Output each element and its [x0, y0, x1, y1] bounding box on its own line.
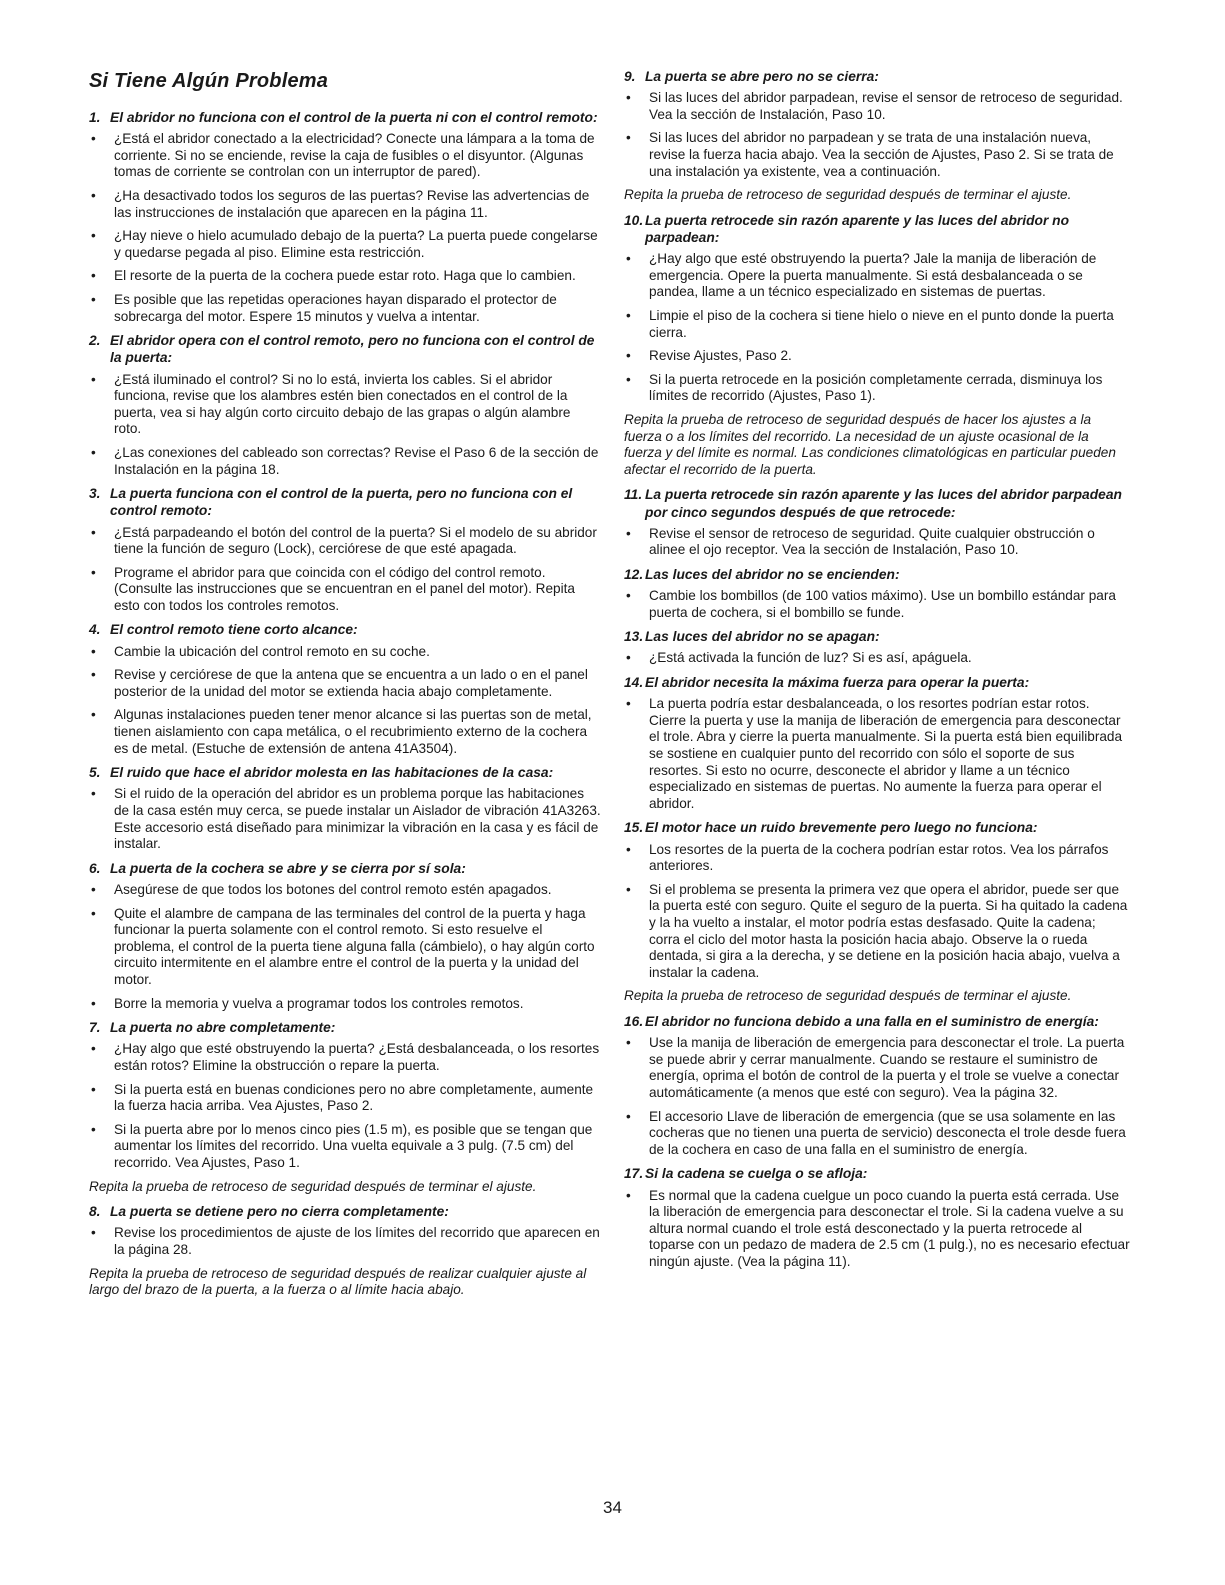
- list-item: [89, 882, 601, 899]
- section-note: Repita la prueba de retroceso de seguridad después de terminar el ajuste.: [624, 988, 1072, 1004]
- list-item: [89, 667, 601, 700]
- list-item-text: Es posible que las repetidas operaciones hayan disparado el protector de sobrecarga del motor. Espere 15 minutos y vuelva a intentar.: [114, 291, 557, 324]
- list-item-text: ¿Ha desactivado todos los seguros de las puertas? Revise las advertencias de las instrucciones de instalación que aparecen en la página 11.: [114, 187, 590, 220]
- troubleshooting-section: [624, 566, 1130, 621]
- bullet-icon: •: [91, 268, 96, 284]
- bullet-icon: •: [626, 130, 631, 146]
- section-number: 16.: [624, 1013, 644, 1029]
- bullet-icon: •: [91, 187, 96, 203]
- list-item-text: ¿Está el abridor conectado a la electricidad? Conecte una lámpara a la toma de corriente. Si no se enciende, revise la caja de fusibles o el disyuntor. (Algunas tomas de corriente se controlan con un interruptor de pared).: [114, 131, 595, 180]
- section-number: 4.: [89, 622, 101, 638]
- section-number: 8.: [89, 1204, 101, 1220]
- list-item-text: Quite el alambre de campana de las terminales del control de la puerta y haga funcionar la puerta solamente con el control remoto. Si esto resuelve el problema, el control de la puerta tiene alguna falla (cámbielo), o hay algún corto circuito intermitente en el alambre entre el control de la puerta y la unidad del motor.: [114, 905, 595, 987]
- list-item-text: ¿Hay algo que esté obstruyendo la puerta? Jale la manija de liberación de emergencia. Opere la puerta manualmente. Si está desbalanceada o se pandea, llame a un técnico especializado en sistemas de puertas.: [649, 251, 1097, 300]
- list-item: [89, 268, 601, 285]
- bullet-icon: •: [91, 882, 96, 898]
- list-item-text: La puerta podría estar desbalanceada, o los resortes podrían estar rotos. Cierre la puerta y use la manija de liberación de emergencia para desconectar el trole. Abra y cierre la puerta manualmente. Si la puerta está bien equilibrada se sostiene en cualquier punto del recorrido con sólo el soporte de sus resortes. Si esto no ocurre, desconecte el abridor y llame a un técnico especializado en sistemas de puertas. No aumente la fuerza para operar el abridor.: [649, 696, 1123, 811]
- troubleshooting-section: [624, 1165, 1130, 1270]
- list-item: [89, 1041, 601, 1074]
- bullet-icon: •: [626, 696, 631, 712]
- list-item: [89, 996, 601, 1013]
- section-title: [624, 1013, 1130, 1030]
- section-number: 2.: [89, 333, 101, 349]
- bullet-icon: •: [91, 1121, 96, 1137]
- section-title: [89, 109, 601, 126]
- list-item-text: El accesorio Llave de liberación de emergencia (que se usa solamente en las cocheras que no tienen una puerta de servicio) desconecta el trole desde fuera de la cochera en caso de una falla en el suministro de energía.: [649, 1108, 1126, 1157]
- list-item-text: Si la puerta retrocede en la posición completamente cerrada, disminuya los límites de recorrido (Ajustes, Paso 1).: [649, 371, 1103, 404]
- section-title-text: La puerta se detiene pero no cierra completamente:: [110, 1204, 449, 1220]
- troubleshooting-section: [89, 485, 601, 614]
- right-column: [624, 68, 1130, 1278]
- section-title-text: La puerta retrocede sin razón aparente y las luces del abridor parpadean por cinco segundos después de que retrocede:: [645, 487, 1122, 520]
- section-title: [89, 621, 601, 638]
- section-title: [624, 628, 1130, 645]
- right-sections: [624, 68, 1130, 1271]
- section-number: 6.: [89, 860, 101, 876]
- list-item-text: Revise el sensor de retroceso de seguridad. Quite cualquier obstrucción o alinee el ojo receptor. Vea la sección de Instalación, Paso 10.: [649, 525, 1095, 558]
- troubleshooting-section: [89, 332, 601, 478]
- list-item-text: ¿Hay algo que esté obstruyendo la puerta? ¿Está desbalanceada, o los resortes están rotos? Elimine la obstrucción o repare la puerta.: [114, 1041, 600, 1073]
- section-title-text: La puerta retrocede sin razón aparente y las luces del abridor no parpadean:: [645, 212, 1070, 245]
- list-item-text: Es normal que la cadena cuelgue un poco cuando la puerta está cerrada. Use la liberación de emergencia para desconectar el trole. Si la cadena vuelve a su altura normal cuando el trole está desconectado y la puerta retrocede al toparse con un pedazo de madera de 2.5 cm (1 pulg.), no es necesario efectuar ningún ajuste. (Vea la página 11).: [649, 1187, 1130, 1269]
- list-item-text: Revise y cerciórese de que la antena que se encuentra a un lado o en el panel posterior de la unidad del motor se extienda hacia abajo completamente.: [114, 667, 588, 699]
- troubleshooting-section: [89, 764, 601, 853]
- section-title-text: La puerta se abre pero no se cierra:: [645, 69, 879, 84]
- section-number: 13.: [624, 629, 644, 645]
- bullet-icon: •: [626, 881, 631, 897]
- section-title: [89, 860, 601, 877]
- section-number: 7.: [89, 1020, 101, 1036]
- list-item-text: Si las luces del abridor parpadean, revise el sensor de retroceso de seguridad. Vea la sección de Instalación, Paso 10.: [649, 90, 1123, 122]
- list-item-text: Programe el abridor para que coincida con el código del control remoto. (Consulte las instrucciones que se encuentran en el panel del motor). Repita esto con todos los controles remotos.: [114, 564, 575, 613]
- section-number: 9.: [624, 69, 636, 84]
- list-item: [624, 1109, 1130, 1159]
- bullet-icon: •: [91, 1081, 96, 1097]
- list-item: [624, 251, 1130, 301]
- list-item: [89, 131, 601, 181]
- list-item: [624, 1188, 1130, 1271]
- section-title: [89, 332, 601, 366]
- list-item: [89, 228, 601, 261]
- list-item: [624, 130, 1130, 180]
- section-number: 11.: [624, 487, 643, 503]
- list-item-text: Los resortes de la puerta de la cochera podrían estar rotos. Vea los párrafos anteriores.: [649, 841, 1109, 874]
- section-title: [624, 212, 1130, 246]
- troubleshooting-section: [89, 860, 601, 1012]
- list-item-text: Si el problema se presenta la primera vez que opera el abridor, puede ser que la puerta esté con seguro. Quite el seguro de la puerta. Si ha quitado la cadena y la ha vuelto a instalar, el motor podría estas desfasado. Quite la cadena; corra el ciclo del motor hasta la posición hacia abajo. Observe la o rueda dentada, si gira a la derecha, y se detiene en la posición hacia abajo, vuelva a instalar la cadena.: [649, 881, 1128, 980]
- troubleshooting-section: [624, 674, 1130, 812]
- list-item: [89, 644, 601, 661]
- list-item-text: Si las luces del abridor no parpadean y se trata de una instalación nueva, revise la fuerza hacia abajo. Vea la sección de Ajustes, Paso 2. Si se trata de una instalación ya existente, vea a continuación.: [649, 130, 1114, 179]
- section-title-text: Si la cadena se cuelga o se afloja:: [645, 1166, 868, 1182]
- list-item: [624, 650, 1130, 667]
- list-item-text: Si el ruido de la operación del abridor es un problema porque las habitaciones de la casa estén muy cerca, se puede instalar un Aislador de vibración 41A3263. Este accesorio está diseñado para minimizar la vibración en la casa y es fácil de instalar.: [114, 786, 601, 852]
- list-item-text: Use la manija de liberación de emergencia para desconectar el trole. La puerta se puede abrir y cerrar manualmente. Cuando se restaure el suministro de energía, oprima el botón de control de la puerta y el trole se vuelve a conectar automáticamente (a menos que esté con seguro). Vea la página 32.: [649, 1035, 1125, 1100]
- left-sections: [89, 109, 601, 1299]
- bullet-icon: •: [91, 1041, 96, 1057]
- section-number: 1.: [89, 110, 101, 125]
- troubleshooting-section: [624, 212, 1130, 479]
- troubleshooting-section: [624, 486, 1130, 559]
- list-item: [89, 525, 601, 558]
- section-number: 17.: [624, 1166, 644, 1182]
- section-title-text: La puerta funciona con el control de la puerta, pero no funciona con el control remoto:: [110, 486, 573, 519]
- section-title: [624, 1165, 1130, 1182]
- bullet-list: [89, 1225, 601, 1258]
- bullet-list: [89, 644, 601, 758]
- section-number: 10.: [624, 212, 644, 228]
- list-item-text: Si la puerta abre por lo menos cinco pies (1.5 m), es posible que se tengan que aumentar los límites del recorrido. Una vuelta equivale a 3 pulg. (7.5 cm) del recorrido. Vea Ajustes, Paso 1.: [114, 1121, 593, 1170]
- section-title-text: El motor hace un ruido brevemente pero luego no funciona:: [645, 820, 1038, 836]
- list-item: [624, 1035, 1130, 1101]
- list-item: [89, 445, 601, 478]
- bullet-icon: •: [91, 995, 96, 1011]
- bullet-list: [89, 786, 601, 852]
- section-note: Repita la prueba de retroceso de seguridad después de hacer los ajustes a la fuerza o a los límites del recorrido. La necesidad de un ajuste ocasional de la fuerza y del límite es normal. Las condiciones climatológicas en particular pueden afectar el recorrido de la puerta.: [624, 411, 1116, 477]
- section-title: [624, 674, 1130, 691]
- troubleshooting-section: [89, 621, 601, 757]
- bullet-list: [89, 372, 601, 479]
- bullet-list: [89, 1041, 601, 1171]
- section-title: [89, 485, 601, 519]
- bullet-list: [624, 650, 1130, 667]
- list-item-text: ¿Está activada la función de luz? Si es así, apáguela.: [649, 650, 972, 666]
- section-title: [624, 819, 1130, 836]
- bullet-icon: •: [91, 786, 96, 802]
- list-item: [89, 565, 601, 615]
- list-item: [624, 348, 1130, 365]
- list-item: [89, 1225, 601, 1258]
- bullet-icon: •: [626, 307, 631, 323]
- section-number: 5.: [89, 765, 101, 781]
- bullet-list: [89, 525, 601, 615]
- list-item-text: El resorte de la puerta de la cochera puede estar roto. Haga que lo cambien.: [114, 268, 576, 284]
- section-number: 3.: [89, 486, 101, 502]
- list-item: [624, 308, 1130, 341]
- troubleshooting-section: [624, 628, 1130, 667]
- bullet-list: [624, 1188, 1130, 1271]
- list-item: [89, 1122, 601, 1172]
- bullet-icon: •: [91, 905, 96, 921]
- bullet-icon: •: [626, 371, 631, 387]
- section-number: 14.: [624, 675, 644, 691]
- list-item: [624, 842, 1130, 875]
- section-title-text: La puerta de la cochera se abre y se cierra por sí sola:: [110, 860, 466, 876]
- list-item-text: Algunas instalaciones pueden tener menor alcance si las puertas son de metal, tienen aislamiento con capa metálica, o el recubrimiento externo de la cochera es de metal. (Estuche de extensión de antena 41A3504).: [114, 707, 592, 756]
- section-title-text: El abridor necesita la máxima fuerza para operar la puerta:: [645, 675, 1030, 691]
- troubleshooting-section: [89, 1203, 601, 1299]
- section-title: [89, 764, 601, 781]
- bullet-list: [624, 90, 1130, 180]
- list-item: [624, 90, 1130, 123]
- section-note: Repita la prueba de retroceso de seguridad después de terminar el ajuste.: [624, 187, 1072, 203]
- bullet-icon: •: [91, 643, 96, 659]
- section-title-text: El abridor no funciona con el control de la puerta ni con el control remoto:: [110, 110, 598, 125]
- list-item: [624, 882, 1130, 982]
- bullet-icon: •: [91, 667, 96, 683]
- list-item-text: ¿Hay nieve o hielo acumulado debajo de la puerta? La puerta puede congelarse y quedarse pegada al piso. Elimine esta restricción.: [114, 228, 598, 260]
- list-item-text: ¿Está iluminado el control? Si no lo está, invierta los cables. Si el abridor funciona, revise que los alambres estén bien conectados en el control de la puerta, vea si hay algún corto circuito debajo de las grapas o algún alambre roto.: [114, 371, 571, 437]
- bullet-icon: •: [91, 291, 96, 307]
- section-title-text: Las luces del abridor no se apagan:: [645, 629, 880, 645]
- bullet-list: [624, 842, 1130, 982]
- bullet-list: [624, 526, 1130, 559]
- section-title: [89, 1019, 601, 1036]
- list-item: [89, 707, 601, 757]
- troubleshooting-section: [624, 819, 1130, 1005]
- list-item: [624, 588, 1130, 621]
- list-item-text: Revise Ajustes, Paso 2.: [649, 348, 792, 364]
- bullet-icon: •: [626, 525, 631, 541]
- list-item-text: Si la puerta está en buenas condiciones pero no abre completamente, aumente la fuerza hacia arriba. Vea Ajustes, Paso 2.: [114, 1081, 594, 1114]
- bullet-icon: •: [626, 90, 631, 106]
- bullet-list: [89, 882, 601, 1012]
- bullet-list: [624, 251, 1130, 405]
- left-column: [89, 70, 601, 1307]
- list-item-text: Limpie el piso de la cochera si tiene hielo o nieve en el punto donde la puerta cierra.: [649, 307, 1114, 340]
- bullet-icon: •: [626, 1187, 631, 1203]
- list-item: [89, 906, 601, 989]
- page-title: Si Tiene Algún Problema: [89, 70, 329, 92]
- list-item-text: ¿Está parpadeando el botón del control de la puerta? Si el modelo de su abridor tiene la función de seguro (Lock), cerciórese de que esté apagada.: [114, 524, 597, 557]
- list-item-text: ¿Las conexiones del cableado son correctas? Revise el Paso 6 de la sección de Instalación en la página 18.: [114, 444, 599, 477]
- bullet-icon: •: [91, 707, 96, 723]
- section-title: [89, 1203, 601, 1220]
- troubleshooting-section: [624, 1013, 1130, 1158]
- bullet-icon: •: [626, 348, 631, 364]
- bullet-icon: •: [91, 1225, 96, 1241]
- section-title: [624, 486, 1130, 520]
- troubleshooting-section: [89, 109, 601, 325]
- list-item-text: Revise los procedimientos de ajuste de los límites del recorrido que aparecen en la página 28.: [114, 1225, 600, 1257]
- section-title-text: Las luces del abridor no se encienden:: [645, 566, 900, 582]
- list-item: [624, 696, 1130, 812]
- list-item: [624, 526, 1130, 559]
- bullet-icon: •: [91, 371, 96, 387]
- bullet-list: [89, 131, 601, 325]
- list-item: [89, 372, 601, 438]
- bullet-icon: •: [91, 524, 96, 540]
- list-item: [89, 1082, 601, 1115]
- list-item-text: Cambie los bombillos (de 100 vatios máximo). Use un bombillo estándar para puerta de cochera, si el bombillo se funde.: [649, 588, 1116, 620]
- section-number: 12.: [624, 566, 644, 582]
- list-item: [89, 292, 601, 325]
- bullet-icon: •: [626, 588, 631, 604]
- section-title: [624, 68, 1130, 85]
- section-title-text: El abridor opera con el control remoto, pero no funciona con el control de la puerta:: [110, 333, 595, 366]
- bullet-icon: •: [626, 650, 631, 666]
- bullet-list: [624, 588, 1130, 621]
- troubleshooting-section: [624, 68, 1130, 204]
- list-item-text: Borre la memoria y vuelva a programar todos los controles remotos.: [114, 995, 524, 1011]
- section-number: 15.: [624, 820, 644, 836]
- section-title: [624, 566, 1130, 583]
- section-note: Repita la prueba de retroceso de seguridad después de terminar el ajuste.: [89, 1178, 537, 1194]
- page-number: 34: [603, 1498, 622, 1517]
- list-item: [89, 188, 601, 221]
- bullet-icon: •: [626, 1108, 631, 1124]
- list-item-text: Cambie la ubicación del control remoto en su coche.: [114, 643, 430, 659]
- bullet-icon: •: [626, 841, 631, 857]
- list-item: [624, 372, 1130, 405]
- section-title-text: El abridor no funciona debido a una falla en el suministro de energía:: [645, 1013, 1099, 1029]
- troubleshooting-section: [89, 1019, 601, 1195]
- bullet-icon: •: [91, 228, 96, 244]
- list-item-text: Asegúrese de que todos los botones del control remoto estén apagados.: [114, 882, 552, 898]
- bullet-icon: •: [626, 1035, 631, 1051]
- bullet-icon: •: [91, 444, 96, 460]
- bullet-icon: •: [91, 131, 96, 147]
- bullet-icon: •: [626, 251, 631, 267]
- bullet-icon: •: [91, 564, 96, 580]
- section-note: Repita la prueba de retroceso de seguridad después de realizar cualquier ajuste al largo del brazo de la puerta, a la fuerza o al límite hacia abajo.: [89, 1265, 587, 1298]
- bullet-list: [624, 696, 1130, 812]
- bullet-list: [624, 1035, 1130, 1158]
- section-title-text: El ruido que hace el abridor molesta en las habitaciones de la casa:: [110, 765, 554, 781]
- section-title-text: El control remoto tiene corto alcance:: [110, 622, 358, 638]
- list-item: [89, 786, 601, 852]
- section-title-text: La puerta no abre completamente:: [110, 1020, 336, 1036]
